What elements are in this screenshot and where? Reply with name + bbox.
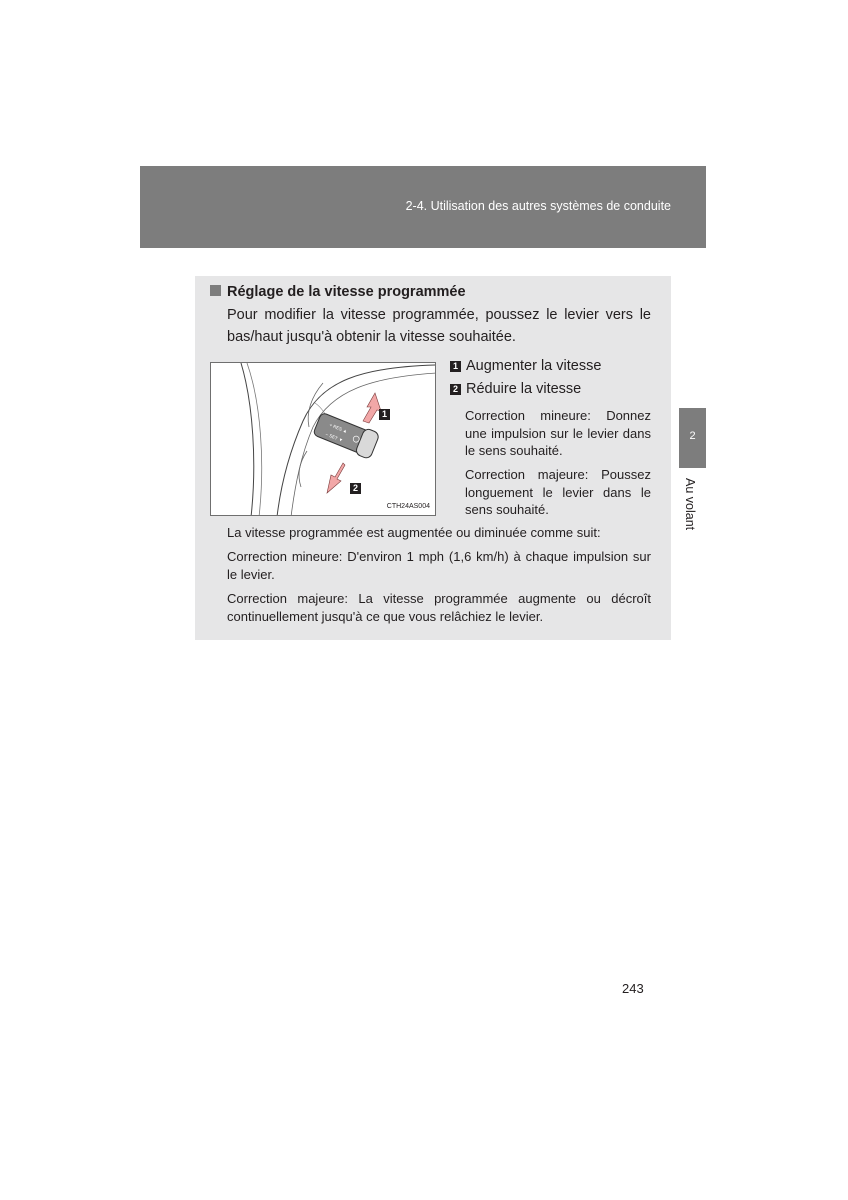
paragraph-summary: La vitesse programmée est augmentée ou diminuée comme suit: xyxy=(227,525,601,540)
note-minor-correction: Correction mineure: Donnez une impulsion sur le levier dans le sens souhaité. xyxy=(465,408,651,458)
note-major-correction: Correction majeure: Poussez longuement le levier dans le sens souhaité. xyxy=(465,467,651,517)
legend-item-increase xyxy=(450,358,601,374)
lever-label-res: + RES ▲ xyxy=(328,422,349,435)
lever-drawing xyxy=(211,363,436,516)
callout-badge-1: 1 xyxy=(379,409,390,420)
section-title xyxy=(210,284,466,300)
paragraph-major: Correction majeure: La vitesse programmée augmente ou décroît continuellement jusqu'à ce que vous relâchiez le levier. xyxy=(227,591,651,624)
chapter-number: 2 xyxy=(689,430,696,442)
paragraph-minor: Correction mineure: D'environ 1 mph (1,6 km/h) à chaque impulsion sur le levier. xyxy=(227,549,651,582)
legend-text-increase: Augmenter la vitesse xyxy=(466,358,602,374)
section-header: 2-4. Utilisation des autres systèmes de conduite xyxy=(405,199,671,213)
page-number: 243 xyxy=(622,981,644,996)
lever-illustration xyxy=(210,362,436,516)
content-panel xyxy=(195,276,671,640)
callout-badge-2: 2 xyxy=(350,483,361,494)
legend-text-decrease: Réduire la vitesse xyxy=(466,381,582,397)
section-title-text: Réglage de la vitesse programmée xyxy=(227,284,466,300)
header-band xyxy=(140,166,706,248)
chapter-tab xyxy=(679,408,706,468)
legend-badge-2: 2 xyxy=(450,384,461,395)
lever-label-set: – SET ▼ xyxy=(325,431,344,444)
intro-text: Pour modifier la vitesse programmée, poussez le levier vers le bas/haut jusqu'à obtenir la vitesse souhaitée. xyxy=(227,307,651,345)
arrow-down-icon xyxy=(327,463,345,493)
legend-badge-1: 1 xyxy=(450,361,461,372)
figure-code: CTH24AS004 xyxy=(386,503,430,510)
chapter-label: Au volant xyxy=(683,478,697,531)
legend-item-decrease xyxy=(450,381,581,397)
bullet-square-icon xyxy=(210,285,221,296)
